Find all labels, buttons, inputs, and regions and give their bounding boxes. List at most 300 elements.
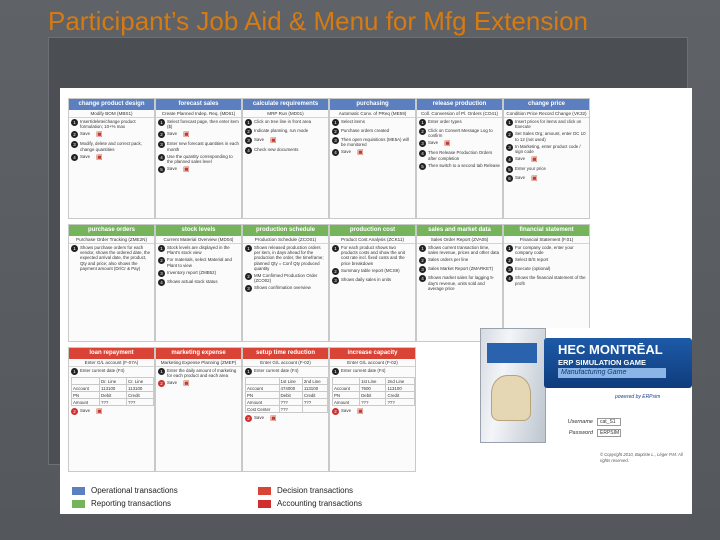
legend-label-decision: Decision transactions [277,486,354,495]
save-icon: ▣ [183,131,190,139]
save-icon: ▣ [183,380,190,388]
step-number-icon: 2 [245,273,252,280]
card-title[interactable]: forecast sales [156,99,241,110]
card-step [504,274,589,286]
step-number-icon: 1 [419,119,426,126]
table-cell: Amount [72,399,100,406]
step-text: Shows market sales for lagging 5-day's revenue, units sold and average price [428,275,495,291]
username-row [555,416,685,427]
table-cell: ??? [360,399,386,406]
card-transaction: Purchase Order Tracking (ZME2N) [69,236,154,244]
copyright-text: © Copyright 2010, Baptiste L., Léger P.M. All rights reserved. [600,452,683,463]
table-row [72,392,154,399]
step-text: For company code, enter your company code [515,245,574,256]
table-row [246,378,328,385]
card-step [417,139,502,149]
accounting-entry-table [332,377,415,406]
card-change-price [503,98,590,219]
step-number-icon: 3 [332,277,339,284]
step-text: Save [167,131,178,137]
step-number-icon: 1 [71,245,78,252]
card-transaction: Enter G/L account (F-02) [330,359,415,367]
step-text: In Marketing, enter product code / sign code [515,143,581,155]
step-number-icon: 2 [506,257,513,264]
card-transaction: Modify BOM (MBS1) [69,110,154,118]
step-text: Sales Market Report (ZMARKET) [428,266,494,272]
card-step [69,153,154,163]
table-cell: 474000 [279,385,302,392]
legend-accounting [258,499,362,508]
legend [72,482,692,514]
step-number-icon: 4 [506,275,513,282]
step-text: Save [80,408,91,413]
step-number-icon: 3 [245,137,252,144]
password-value: ERPSIM [597,429,621,437]
table-row [246,399,328,406]
card-title[interactable]: marketing expense [156,348,241,359]
card-title[interactable]: release production [417,99,502,110]
card-transaction: Product Cost Analysis (ZCK11) [330,236,415,244]
card-step [243,414,328,424]
table-cell [302,406,327,413]
save-icon: ▣ [444,140,451,148]
card-transaction: MRP Run (MD01) [243,110,328,118]
box-art [491,375,531,421]
step-text: Purchase orders created [341,128,390,133]
card-title[interactable]: purchasing [330,99,415,110]
step-number-icon: 5 [506,166,513,173]
step-text: Click on Convert Message Log to confirm [428,128,493,139]
step-text: Indicate planning, run mode [254,128,309,133]
step-text: Enter your price [515,166,546,172]
card-change-product-design [68,98,155,219]
step-number-icon: 4 [332,149,339,156]
step-text: Execute (optional) [515,266,551,272]
step-text: Enter current date (F4) [341,368,386,373]
step-number-icon: 3 [158,270,165,277]
card-step [156,140,241,152]
card-transaction: Current Material Overview (MD04) [156,236,241,244]
card-step [156,118,241,130]
save-icon: ▣ [183,166,190,174]
card-forecast-sales [155,98,242,219]
table-cell: Account [333,385,360,392]
card-step [156,379,241,389]
card-step [156,244,241,256]
table-cell: Credit [386,392,415,399]
card-step [69,367,154,376]
card-step [156,269,241,278]
table-cell: Debit [279,392,302,399]
step-text: Then open requisitions (ME5A) will be monitored [341,137,409,148]
table-cell: PN [333,392,360,399]
card-step [330,118,415,127]
table-cell: Debit [100,392,127,399]
step-text: Save [254,137,265,142]
table-cell: 113100 [127,385,154,392]
step-number-icon: 5 [158,166,165,173]
card-purchase-orders [68,224,155,342]
step-text: Shows current transaction time, sales revenue, prices and other data [428,245,500,256]
card-title[interactable]: change product design [69,99,154,110]
login-credentials [555,416,685,438]
step-text: Enter the daily amount of marketing for each product and each area [167,368,237,379]
table-cell: 113100 [302,385,327,392]
card-step [69,244,154,272]
game-box-image [480,328,546,443]
card-production-schedule [242,224,329,342]
step-number-icon: 1 [158,368,165,375]
step-text: Save [341,149,352,155]
step-text: Modify, delete and correct pack, change quantities [80,141,142,152]
table-row [246,385,328,392]
step-text: Then Release Production Orders after completion [428,150,493,161]
card-step [504,155,589,165]
save-icon: ▣ [357,408,364,415]
table-cell: Cost Center [246,406,280,413]
card-step [417,274,502,292]
step-text: Stock levels are displayed in the Plant's stock view [167,245,230,256]
card-financial-statement [503,224,590,342]
step-number-icon: 2 [332,128,339,135]
table-cell: Credit [302,392,327,399]
card-transaction: Condition Price Record Change (VK32) [504,110,589,118]
card-step [504,174,589,184]
card-transaction: Marketing Expense Planning (ZMEP) [156,359,241,367]
card-step [417,118,502,127]
save-icon: ▣ [270,137,277,144]
step-number-icon: 2 [506,131,513,138]
card-step [504,265,589,274]
step-number-icon: 1 [158,245,165,252]
step-number-icon: 2 [419,128,426,135]
table-cell: Dr. Line [100,378,127,385]
logo-line1: ERP SIMULATION GAME [558,358,647,367]
step-text: Insert prices for items and click on Execute [515,119,582,130]
step-number-icon: 4 [419,150,426,157]
card-title[interactable]: increase capacity [330,348,415,359]
step-text: Inventory report (ZMB52) [167,269,217,275]
table-cell: Cr. Line [127,378,154,385]
legend-swatch-accounting [258,500,271,508]
step-text: Save [341,408,352,413]
step-text: Use the quantity corresponding to the planned sales level [167,153,233,165]
step-text: MM Confirmed Production Order (ZCO02) [254,273,318,284]
step-number-icon: 4 [419,275,426,282]
card-step [243,118,328,127]
legend-swatch-decision [258,487,271,495]
step-number-icon: 4 [158,279,165,286]
step-number-icon: 1 [506,245,513,252]
card-step [156,153,241,165]
step-number-icon: 3 [158,141,165,148]
save-icon: ▣ [96,408,103,415]
card-transaction: Automatic Conv. of PReq (ME59) [330,110,415,118]
card-step [417,256,502,265]
step-number-icon: 2 [245,415,252,422]
step-number-icon: 1 [71,368,78,375]
table-cell: ??? [100,399,127,406]
card-marketing-expense [155,347,242,472]
step-text: Enter current date (F4) [254,368,299,373]
step-text: Save [515,175,526,181]
table-cell: ??? [279,406,302,413]
table-cell [72,378,100,385]
step-text: Shows the financial statement of the profit [515,275,586,286]
step-text: For materials, select Material and Plant to view [167,257,232,268]
card-step [504,244,589,256]
step-text: Shows actual stock status [167,278,218,284]
card-step [243,127,328,136]
table-cell: 2nd Line [302,378,327,385]
save-icon: ▣ [531,175,538,183]
step-number-icon: 1 [332,245,339,252]
card-step [330,276,415,285]
legend-label-operational: Operational transactions [91,486,178,495]
card-production-cost [329,224,416,342]
card-step [504,118,589,130]
step-number-icon: 3 [245,285,252,292]
username-value: cat_S1 [597,418,621,426]
logo-tag: Manufacturing Game [558,368,666,378]
save-icon: ▣ [96,153,103,161]
table-cell: ??? [127,399,154,406]
save-icon: ▣ [531,156,538,164]
card-step [69,118,154,130]
table-cell: PN [72,392,100,399]
card-step [69,140,154,152]
card-title[interactable]: purchase orders [69,225,154,236]
card-transaction: Sales Order Report (ZVA05) [417,236,502,244]
card-stock-levels [155,224,242,342]
card-transaction: Coll. Conversion of Pl. Orders (CO41) [417,110,502,118]
card-step [156,278,241,287]
card-step [330,127,415,136]
card-step [243,136,328,146]
step-text: Sales orders per line [428,257,469,263]
step-text: Shows confirmation overview [254,285,311,291]
legend-reporting [72,499,171,508]
table-cell: Credit [127,392,154,399]
slide-title: Participant’s Job Aid & Menu for Mfg Extension [48,6,589,36]
step-number-icon: 4 [506,156,513,163]
step-text: Summary table report (MCS9) [341,267,400,273]
table-cell: Amount [333,399,360,406]
table-cell: Amount [246,399,280,406]
card-transaction: Create Planned Indep. Req. (MD61) [156,110,241,118]
step-text: Save [515,156,526,162]
card-step [330,367,415,376]
step-text: Enter new forecast quantities in each month [167,141,239,152]
step-text: Enter current date (F4) [80,368,125,373]
step-number-icon: 4 [245,147,252,154]
card-step [330,244,415,267]
step-text: Select B/S report [515,257,549,263]
card-step [243,272,328,284]
step-text: Then switch to a second tab Release [428,162,500,168]
card-step [69,407,154,417]
step-text: Save [428,140,439,146]
step-number-icon: 1 [245,245,252,252]
table-cell: Account [72,385,100,392]
step-text: Shows daily sales in units [341,276,392,282]
step-number-icon: 3 [419,140,426,147]
step-number-icon: 1 [245,368,252,375]
step-text: Save [167,380,178,386]
card-setup-time-reduction [242,347,329,472]
hec-logo-panel [544,338,692,388]
step-number-icon: 2 [158,380,165,387]
card-step [330,407,415,417]
card-step [417,244,502,256]
accounting-entry-table [71,377,154,406]
step-number-icon: 1 [332,368,339,375]
step-number-icon: 3 [71,141,78,148]
step-text: Shows purchase orders for each vendor, shows the ordered date, the expected arrival date, the product, Qty and price; also shows the payment amount (Dr/Cr & Pay) [80,245,151,271]
logo-box [480,328,692,478]
card-title[interactable]: sales and market data [417,225,502,236]
card-loan-repayment [68,347,155,472]
save-icon: ▣ [357,149,364,157]
card-title[interactable]: setup time reduction [243,348,328,359]
step-number-icon: 3 [332,137,339,144]
step-number-icon: 3 [506,144,513,151]
card-transaction: Enter G/L account (F-02) [243,359,328,367]
step-text: Select forecast page, then enter item ($) [167,119,239,130]
table-cell: 2nd Line [386,378,415,385]
card-step [417,265,502,274]
card-transaction: Production Schedule (ZCO01) [243,236,328,244]
legend-operational [72,486,178,495]
step-number-icon: 1 [158,119,165,126]
table-row [333,399,415,406]
step-number-icon: 2 [419,257,426,264]
card-sales-and-market-data [416,224,503,342]
step-text: Check new documents [254,147,299,152]
step-text: Save [254,415,265,420]
card-step [330,267,415,276]
step-number-icon: 6 [506,175,513,182]
card-step [156,256,241,268]
table-cell [333,378,360,385]
table-cell: 1st Line [279,378,302,385]
card-title[interactable]: calculate requirements [243,99,328,110]
step-text: Save [80,131,91,137]
step-number-icon: 5 [419,163,426,170]
card-title[interactable]: production schedule [243,225,328,236]
legend-decision [258,486,353,495]
legend-swatch-operational [72,487,85,495]
card-title[interactable]: stock levels [156,225,241,236]
step-number-icon: 2 [332,408,339,415]
card-step [417,162,502,171]
card-step [69,130,154,140]
logo-powered: powered by ERPsim [615,394,661,400]
card-step [504,143,589,155]
step-number-icon: 2 [332,268,339,275]
save-icon: ▣ [270,415,277,422]
step-number-icon: 2 [245,128,252,135]
step-number-icon: 2 [158,131,165,138]
table-cell: ??? [386,399,415,406]
username-label: Username [567,418,593,425]
step-text: Save [167,166,178,172]
table-cell: 1st Line [360,378,386,385]
card-title[interactable]: financial statement [504,225,589,236]
card-title[interactable]: change price [504,99,589,110]
card-title[interactable]: loan repayment [69,348,154,359]
card-step [156,165,241,175]
table-cell: 7600 [360,385,386,392]
step-text: Click on tree line in front area [254,119,312,124]
card-step [330,148,415,158]
table-row [333,385,415,392]
box-stripe [487,343,537,363]
step-number-icon: 2 [71,131,78,138]
card-calculate-requirements [242,98,329,219]
password-label: Password [568,429,593,436]
save-icon: ▣ [96,131,103,139]
card-step [504,130,589,142]
step-text: Shows released production orders per item, in days ahead for the production the order, the timeframe; planned Qty = Conf Qty produced quantity [254,245,324,271]
table-row [333,392,415,399]
table-row [72,378,154,385]
step-number-icon: 1 [506,119,513,126]
table-cell: 113100 [386,385,415,392]
step-number-icon: 1 [71,119,78,126]
table-row [72,385,154,392]
card-step [417,127,502,139]
card-step [243,284,328,293]
step-text: Set Sales Org; amount, enter DC 10 to 12 (not used) [515,131,586,142]
card-purchasing [329,98,416,219]
step-text: Insert/delete/change product formulation; 10+% max [80,119,136,130]
step-number-icon: 1 [332,119,339,126]
card-step [417,149,502,161]
table-row [333,378,415,385]
table-cell: PN [246,392,280,399]
legend-label-accounting: Accounting transactions [277,499,362,508]
table-cell: Debit [360,392,386,399]
legend-label-reporting: Reporting transactions [91,499,172,508]
card-transaction: Enter G/L account (F-07A) [69,359,154,367]
card-step [156,130,241,140]
legend-swatch-reporting [72,500,85,508]
table-cell: 113100 [100,385,127,392]
table-row [246,392,328,399]
card-step [156,367,241,379]
accounting-entry-table [245,377,328,413]
step-number-icon: 3 [506,266,513,273]
card-step [504,256,589,265]
table-row [72,399,154,406]
card-increase-capacity [329,347,416,472]
step-number-icon: 1 [419,245,426,252]
table-row [246,406,328,413]
step-text: Enter order types [428,119,462,124]
card-step [330,136,415,148]
step-number-icon: 4 [71,154,78,161]
step-text: Save [80,153,91,159]
card-step [504,165,589,174]
card-release-production [416,98,503,219]
card-title[interactable]: production cost [330,225,415,236]
step-number-icon: 2 [158,257,165,264]
step-text: For each product shows two products costs and show the unit cost rate incl. fixed costs and the price breakdown [341,245,405,266]
card-step [243,367,328,376]
card-step [243,244,328,272]
step-number-icon: 3 [419,266,426,273]
